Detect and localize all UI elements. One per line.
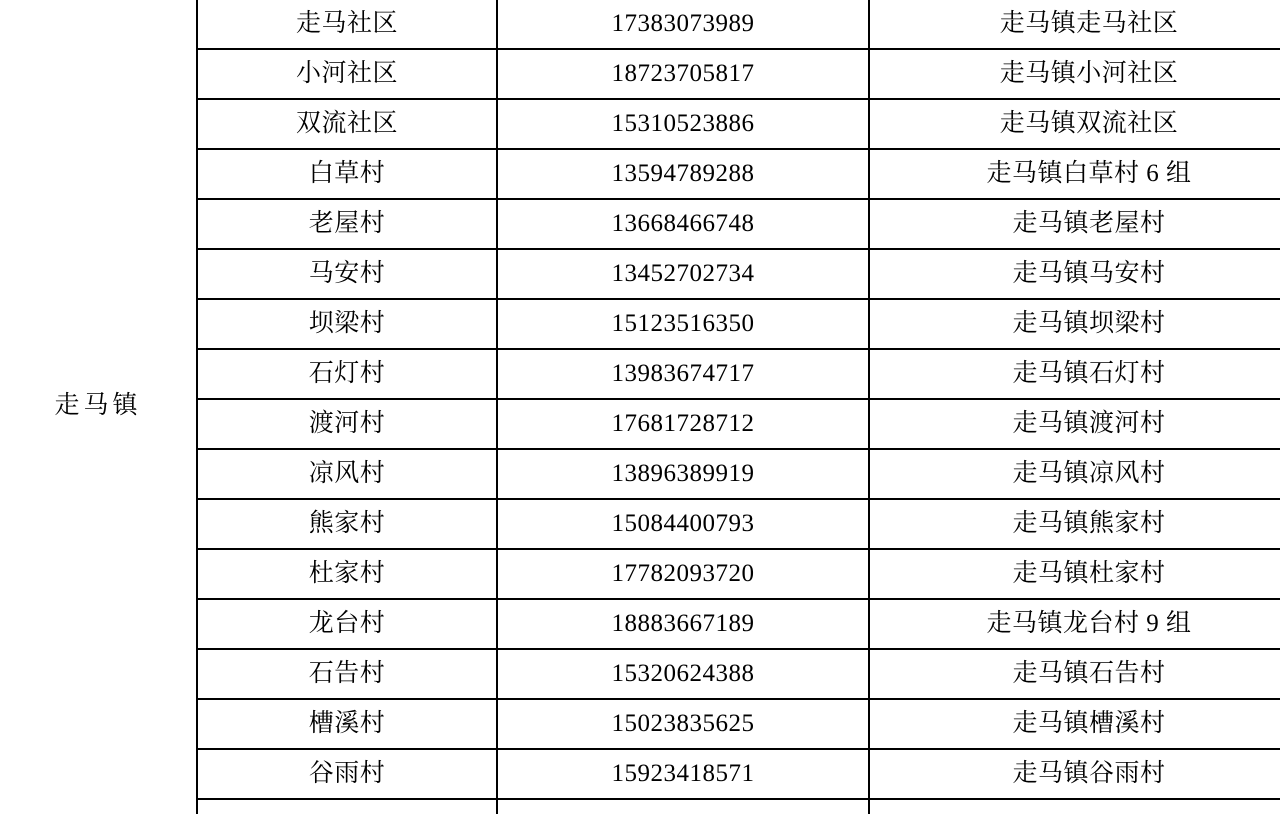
village-name: 石灯村 — [197, 349, 497, 399]
village-address: 走马镇小河社区 — [869, 49, 1280, 99]
village-phone: 15923418571 — [497, 749, 869, 799]
village-address: 走马镇龙台村 9 组 — [869, 599, 1280, 649]
township-label: 走马镇 — [54, 392, 142, 419]
village-address: 走马镇杜家村 — [869, 549, 1280, 599]
village-name: 小河社区 — [197, 49, 497, 99]
table-row — [197, 449, 1280, 499]
village-phone: 13896389919 — [497, 449, 869, 499]
village-name: 坝梁村 — [197, 299, 497, 349]
table-row — [197, 149, 1280, 199]
village-name: 渡河村 — [197, 399, 497, 449]
table-row — [197, 199, 1280, 249]
village-name-partial — [197, 799, 497, 814]
table-row-partial — [197, 799, 1280, 814]
table-row — [197, 0, 1280, 49]
village-phone: 13594789288 — [497, 149, 869, 199]
table-row — [197, 599, 1280, 649]
village-name: 凉风村 — [197, 449, 497, 499]
village-phone: 13452702734 — [497, 249, 869, 299]
village-name: 槽溪村 — [197, 699, 497, 749]
village-address: 走马镇石告村 — [869, 649, 1280, 699]
village-address: 走马镇渡河村 — [869, 399, 1280, 449]
village-address: 走马镇凉风村 — [869, 449, 1280, 499]
village-phone: 15320624388 — [497, 649, 869, 699]
village-contact-table — [196, 0, 1280, 814]
village-phone: 15123516350 — [497, 299, 869, 349]
table-row — [197, 649, 1280, 699]
village-phone-partial — [497, 799, 869, 814]
village-address: 走马镇坝梁村 — [869, 299, 1280, 349]
table-row — [197, 399, 1280, 449]
village-phone: 17383073989 — [497, 0, 869, 49]
table-row — [197, 499, 1280, 549]
table-row — [197, 249, 1280, 299]
village-phone: 13983674717 — [497, 349, 869, 399]
village-phone: 17681728712 — [497, 399, 869, 449]
village-address: 走马镇双流社区 — [869, 99, 1280, 149]
village-address: 走马镇马安村 — [869, 249, 1280, 299]
village-name: 双流社区 — [197, 99, 497, 149]
village-name: 老屋村 — [197, 199, 497, 249]
village-phone: 18883667189 — [497, 599, 869, 649]
village-name: 白草村 — [197, 149, 497, 199]
village-phone: 15084400793 — [497, 499, 869, 549]
village-name: 熊家村 — [197, 499, 497, 549]
village-address: 走马镇白草村 6 组 — [869, 149, 1280, 199]
village-phone: 17782093720 — [497, 549, 869, 599]
village-address: 走马镇石灯村 — [869, 349, 1280, 399]
village-phone: 15023835625 — [497, 699, 869, 749]
village-name: 走马社区 — [197, 0, 497, 49]
table-row — [197, 49, 1280, 99]
village-phone: 15310523886 — [497, 99, 869, 149]
table-row — [197, 549, 1280, 599]
village-address-partial — [869, 799, 1280, 814]
village-address: 走马镇老屋村 — [869, 199, 1280, 249]
village-name: 马安村 — [197, 249, 497, 299]
village-name: 谷雨村 — [197, 749, 497, 799]
table-row — [197, 699, 1280, 749]
village-address: 走马镇谷雨村 — [869, 749, 1280, 799]
table-row — [197, 349, 1280, 399]
village-name: 杜家村 — [197, 549, 497, 599]
table-row — [197, 299, 1280, 349]
table-body — [197, 0, 1280, 814]
village-address: 走马镇熊家村 — [869, 499, 1280, 549]
table-row — [197, 749, 1280, 799]
village-address: 走马镇槽溪村 — [869, 699, 1280, 749]
village-phone: 13668466748 — [497, 199, 869, 249]
table-row — [197, 99, 1280, 149]
village-address: 走马镇走马社区 — [869, 0, 1280, 49]
village-name: 石告村 — [197, 649, 497, 699]
village-phone: 18723705817 — [497, 49, 869, 99]
village-name: 龙台村 — [197, 599, 497, 649]
township-merged-cell — [0, 0, 196, 806]
